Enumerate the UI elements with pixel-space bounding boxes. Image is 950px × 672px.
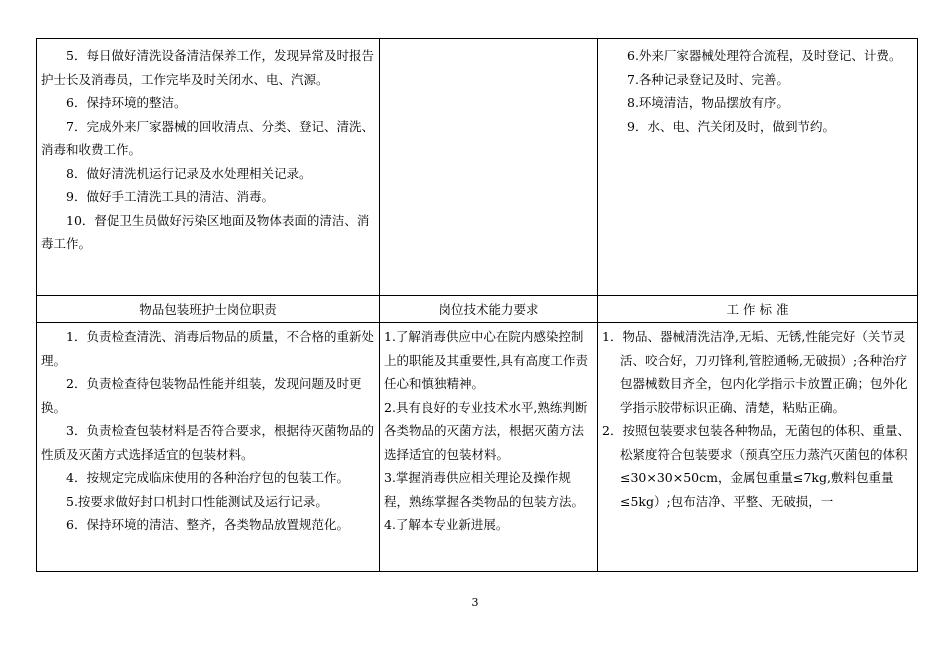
standard-item: 8.环境清洁，物品摆放有序。	[627, 95, 789, 110]
packaging-standards-cell	[598, 323, 918, 572]
skill-item: 4.了解本专业新进展。	[384, 517, 509, 532]
empty-skills-cell	[380, 39, 598, 296]
duty-item: 1．负责检查清洗、消毒后物品的质量，不合格的重新处理。	[41, 329, 374, 368]
skill-item: 2.具有良好的专业技术水平,熟练判断各类物品的灭菌方法，根据灭菌方法选择适宜的包装材料。	[384, 399, 588, 462]
duty-item: 5．每日做好清洗设备清洁保养工作，发现异常及时报告护士长及消毒员，工作完毕及时关闭水、电、汽源。	[41, 48, 374, 87]
cleaning-duties-cell	[37, 39, 380, 296]
duty-item: 10．督促卫生员做好污染区地面及物体表面的清洁、消毒工作。	[41, 212, 370, 251]
duty-item: 7．完成外来厂家器械的回收清点、分类、登记、清洗、消毒和收费工作。	[41, 118, 374, 157]
standard-item: 2．按照包装要求包装各种物品，无菌包的体积、重量、松紧度符合包装要求（预真空压力蒸汽灭菌包的体积≤30×30×50cm，金属包重量≤7kg,敷料包重量≤5kg）;包布洁净、平整、无破损，一	[602, 423, 910, 509]
standard-item: 9．水、电、汽关闭及时，做到节约。	[627, 118, 835, 134]
duty-item: 6．保持环境的清洁、整齐，各类物品放置规范化。	[66, 517, 349, 532]
standard-item: 1．物品、器械清洗洁净,无垢、无锈,性能完好（关节灵活、咬合好，刀刃锋利,管腔通畅,无破损）;各种治疗包器械数目齐全，包内化学指示卡放置正确；包外化学指示胶带标识正确、清楚，粘贴正确。	[602, 329, 908, 415]
duty-item: 6．保持环境的整洁。	[66, 95, 187, 110]
duty-item: 3．负责检查包装材料是否符合要求，根据待灭菌物品的性质及灭菌方式选择适宜的包装材料。	[41, 423, 374, 462]
page-number: 3	[471, 596, 479, 609]
table-row	[37, 323, 918, 572]
duty-item: 8．做好清洗机运行记录及水处理相关记录。	[66, 165, 312, 181]
duty-item: 4．按规定完成临床使用的各种治疗包的包装工作。	[66, 470, 349, 485]
table-header-row	[37, 296, 918, 323]
duty-item: 9．做好手工清洗工具的清洁、消毒。	[66, 189, 274, 204]
standard-item: 7.各种记录登记及时、完善。	[627, 71, 789, 87]
packaging-skills-cell	[380, 323, 598, 572]
column-header-skills: 岗位技术能力要求	[380, 296, 598, 323]
duty-item: 5.按要求做好封口机封口性能测试及运行记录。	[66, 493, 328, 509]
skill-item: 1.了解消毒供应中心在院内感染控制上的职能及其重要性,具有高度工作责任心和慎独精神。	[384, 329, 588, 391]
duty-item: 2．负责检查待包装物品性能并组装，发现问题及时更换。	[41, 376, 362, 415]
duties-table	[36, 38, 918, 572]
cleaning-standards-cell	[598, 39, 918, 296]
column-header-standards: 工 作 标 准	[598, 296, 918, 323]
packaging-duties-cell	[37, 323, 380, 572]
skill-item: 3.掌握消毒供应相关理论及操作规程，熟练掌握各类物品的包装方法。	[384, 470, 585, 509]
standard-item: 6.外来厂家器械处理符合流程，及时登记、计费。	[627, 48, 902, 63]
column-header-duties: 物品包装班护士岗位职责	[37, 296, 380, 323]
table-row	[37, 39, 918, 296]
